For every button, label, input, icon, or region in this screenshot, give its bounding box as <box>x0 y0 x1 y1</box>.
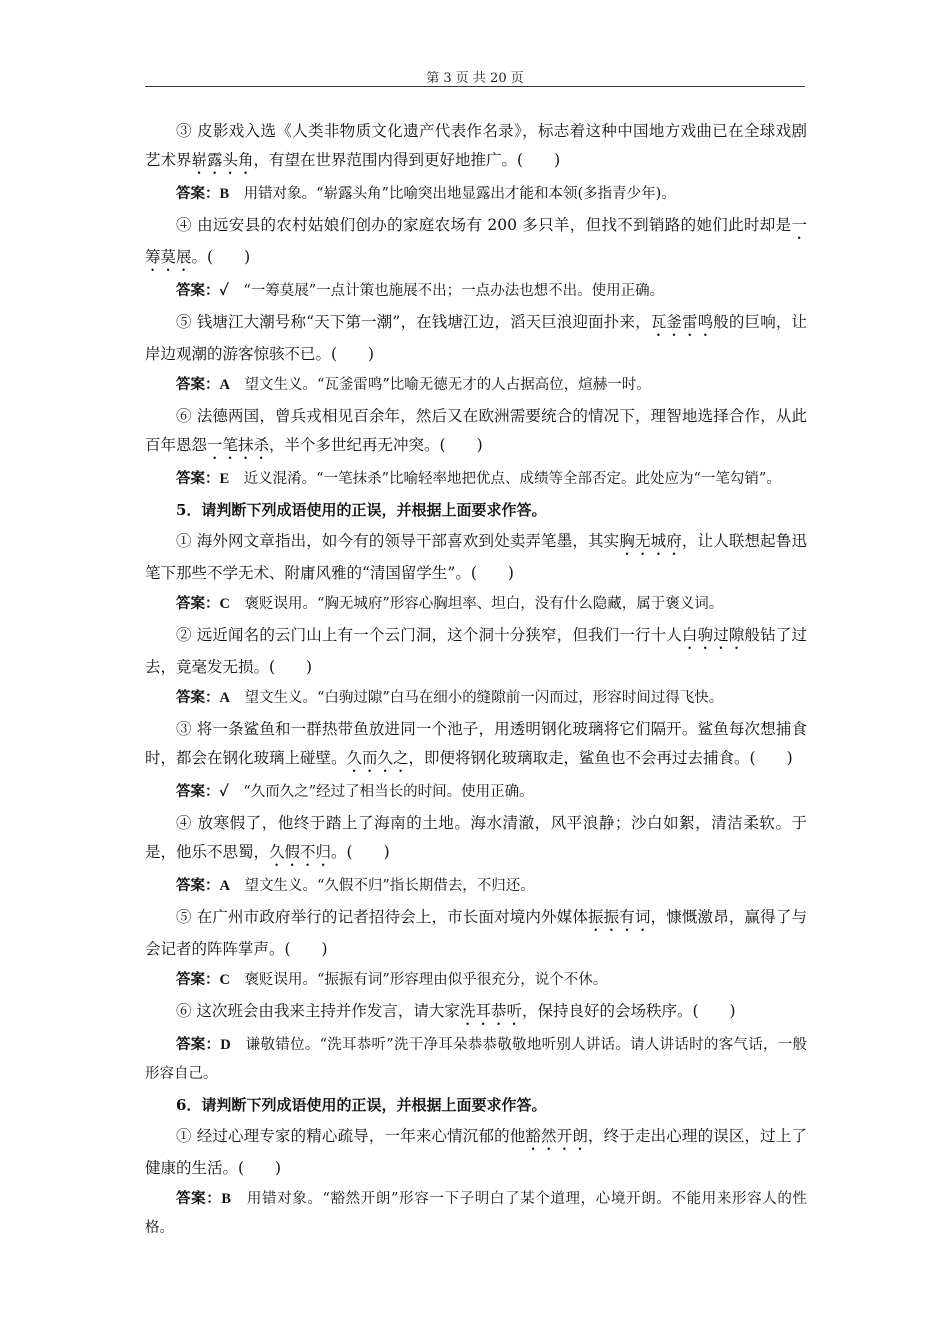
item-text: ④ 由远安县的农村姑娘们创办的家庭农场有 200 多只羊，但找不到销路的她们此时却是 <box>176 216 792 234</box>
answer-label: 答案：A <box>176 690 230 706</box>
idiom-emphasis: 瓦釜雷鸣 <box>650 313 714 331</box>
question-item <box>145 997 807 1029</box>
item-text: ① 经过心理专家的精心疏导，一年来心情沉郁的他 <box>176 1127 526 1145</box>
answer-line <box>145 465 807 494</box>
idiom-emphasis: 豁然开朗 <box>525 1127 589 1145</box>
idiom-emphasis: 久假不归 <box>269 843 332 861</box>
question-item <box>145 308 807 369</box>
answer-label: 答案：B <box>176 186 230 202</box>
idiom-emphasis: 崭露头角 <box>191 151 254 169</box>
answer-label: 答案：D <box>176 1037 231 1053</box>
question-item <box>145 527 807 588</box>
idiom-emphasis: 振振有词 <box>588 908 651 926</box>
answer-explanation: 望文生义。“白驹过隙”白马在细小的缝隙前一闪而过，形容时间过得飞快。 <box>229 690 724 706</box>
answer-line <box>145 371 807 400</box>
item-text-tail: ，慷慨激昂，赢得了与会记者的阵阵掌声。( ) <box>145 908 807 958</box>
answer-line <box>145 1031 807 1089</box>
answer-explanation: “一筹莫展”一点计策也施展不出；一点办法也想不出。使用正确。 <box>228 283 665 299</box>
document-body <box>145 117 807 1243</box>
idiom-emphasis: 白驹过隙 <box>681 626 745 644</box>
answer-label: 答案：A <box>176 878 230 894</box>
answer-label: 答案：E <box>176 471 230 487</box>
item-text: ③ 皮影戏入选《人类非物质文化遗产代表作名录》，标志着这种中国地方戏曲已在全球戏剧艺术界 <box>145 122 807 169</box>
answer-line <box>145 872 807 901</box>
answer-explanation: 用错对象。“豁然开朗”形容一下子明白了某个道理，心境开朗。不能用来形容人的性格。 <box>145 1191 808 1236</box>
answer-label: 答案：C <box>176 596 230 612</box>
idiom-emphasis: 一筹莫展 <box>145 216 807 266</box>
answer-explanation: 谦敬错位。“洗耳恭听”洗干净耳朵恭恭敬敬地听别人讲话。请人讲话时的客气话，一般形容自己。 <box>145 1037 807 1082</box>
answer-line <box>145 966 807 995</box>
item-text-tail: 。( ) <box>191 248 251 266</box>
item-text-tail: ，让人联想起鲁迅笔下那些不学无术、附庸风雅的“清国留学生”。( ) <box>145 532 807 582</box>
answer-explanation: 褒贬误用。“胸无城府”形容心胸坦率、坦白，没有什么隐藏，属于褒义词。 <box>229 596 724 612</box>
question-item <box>145 903 807 964</box>
idiom-emphasis: 洗耳恭听 <box>459 1002 522 1020</box>
question-heading: 5．请判断下列成语使用的正误，并根据上面要求作答。 <box>176 501 547 519</box>
answer-line <box>145 1185 807 1243</box>
item-text-tail: 般钻了过去，竟毫发无损。( ) <box>145 626 807 676</box>
answer-label: 答案：C <box>176 972 230 988</box>
answer-line <box>145 590 807 619</box>
answer-line <box>145 180 807 209</box>
question-item <box>145 1122 807 1183</box>
answer-explanation: 望文生义。“久假不归”指长期借去，不归还。 <box>229 878 535 894</box>
item-text: ⑥ 这次班会由我来主持并作发言，请大家 <box>176 1002 460 1020</box>
question-item <box>145 621 807 682</box>
question-item <box>145 809 807 870</box>
question-heading: 6．请判断下列成语使用的正误，并根据上面要求作答。 <box>176 1096 547 1114</box>
question-item <box>145 117 807 178</box>
answer-label: 答案：B <box>176 1191 232 1207</box>
answer-label: 答案：A <box>176 377 230 393</box>
item-text-tail: 般的巨响，让岸边观潮的游客惊骇不已。( ) <box>145 313 807 363</box>
item-text: ④ 放寒假了，他终于踏上了海南的土地。海水清澈，风平浪静；沙白如絮，清洁柔软。于是，他乐不思蜀， <box>145 814 807 861</box>
answer-label: 答案：✓ <box>176 283 229 299</box>
page-header: 第 3 页 共 20 页 <box>426 71 524 86</box>
item-text-tail: ，有望在世界范围内得到更好地推广。( ) <box>253 151 561 169</box>
answer-explanation: 近义混淆。“一笔抹杀”比喻轻率地把优点、成绩等全部否定。此处应为“一笔勾销”。 <box>229 471 781 487</box>
answer-line <box>145 684 807 713</box>
idiom-emphasis: 一笔抹杀 <box>207 436 270 454</box>
header-divider <box>145 86 805 87</box>
question-item <box>145 211 807 275</box>
question-item <box>145 402 807 463</box>
item-text-tail: 。( ) <box>331 843 390 861</box>
idiom-emphasis: 久而久之 <box>346 749 409 767</box>
item-text: ② 远近闻名的云门山上有一个云门洞，这个洞十分狭窄，但我们一行十人 <box>176 626 682 644</box>
item-text: ③ 将一条鲨鱼和一群热带鱼放进同一个池子，用透明钢化玻璃将它们隔开。鲨鱼每次想捕食时，都会在钢化玻璃上碰壁。 <box>145 720 807 767</box>
answer-explanation: 用错对象。“崭露头角”比喻突出地显露出才能和本领(多指青少年)。 <box>229 186 676 202</box>
item-text-tail: ，即便将钢化玻璃取走，鲨鱼也不会再过去捕食。( ) <box>408 749 793 767</box>
answer-line <box>145 277 807 306</box>
answer-line <box>145 778 807 807</box>
answer-label: 答案：✓ <box>176 784 229 800</box>
answer-explanation: 望文生义。“瓦釜雷鸣”比喻无德无才的人占据高位，煊赫一时。 <box>229 377 651 393</box>
item-text-tail: ，保持良好的会场秩序。( ) <box>521 1002 736 1020</box>
answer-explanation: 褒贬误用。“振振有词”形容理由似乎很充分，说个不休。 <box>229 972 608 988</box>
item-text: ⑤ 钱塘江大潮号称“天下第一潮”，在钱塘江边，滔天巨浪迎面扑来， <box>176 313 651 331</box>
item-text: ⑥ 法德两国，曾兵戎相见百余年，然后又在欧洲需要统合的情况下，理智地选择合作，从此百年恩怨 <box>145 407 807 454</box>
item-text-tail: ，半个多世纪再无冲突。( ) <box>269 436 483 454</box>
question-item <box>145 715 807 776</box>
item-text: ① 海外网文章指出，如今有的领导干部喜欢到处卖弄笔墨，其实 <box>176 532 620 550</box>
item-text-tail: ，终于走出心理的误区，过上了健康的生活。( ) <box>145 1127 807 1177</box>
idiom-emphasis: 胸无城府 <box>619 532 682 550</box>
answer-explanation: “久而久之”经过了相当长的时间。使用正确。 <box>228 784 534 800</box>
item-text: ⑤ 在广州市政府举行的记者招待会上，市长面对境内外媒体 <box>176 908 588 926</box>
